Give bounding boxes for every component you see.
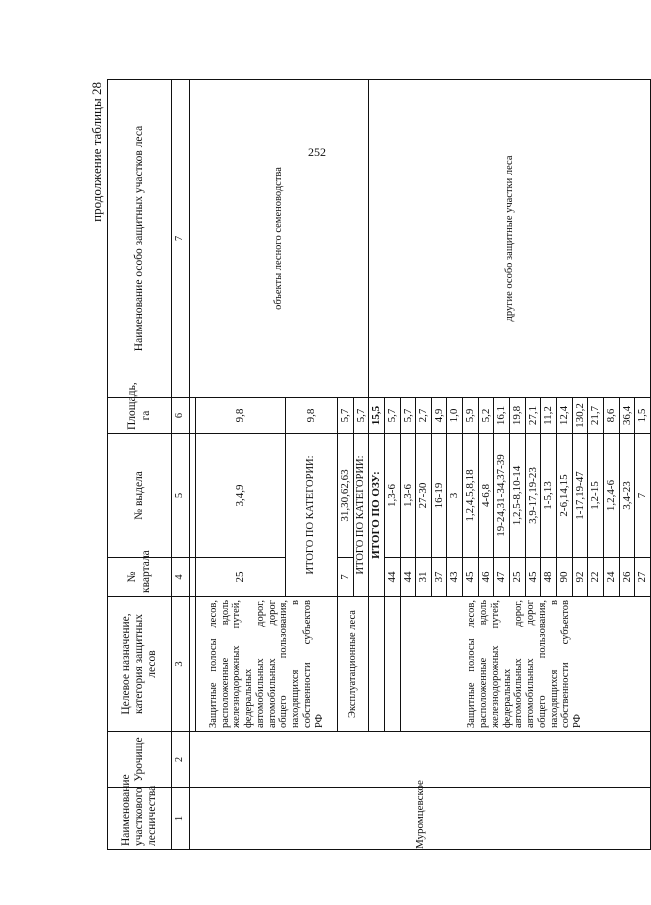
column-number: 1 [172,788,190,850]
vydel-cell: 27-30 [416,434,432,558]
category-operational: Эксплуатационные леса [338,597,369,732]
area-cell: 2,7 [416,398,432,434]
area-cell: 21,7 [588,398,604,434]
vydel-cell: 31,30,62,63 [338,434,354,558]
header-forestry: Наименование участкового лесничества [108,788,172,850]
area-cell: 5,2 [478,398,494,434]
ozu-other-cell [369,80,651,398]
vydel-cell: 1,2-15 [588,434,604,558]
column-number: 5 [172,434,190,558]
area-cell: 5,7 [384,398,400,434]
ozu-total-area: 15,5 [369,398,385,434]
area-cell: 5,7 [400,398,416,434]
vydel-cell: 3,4-23 [619,434,635,558]
vydel-cell: 1,3-6 [400,434,416,558]
vydel-cell: 1-5,13 [541,434,557,558]
area-cell: 12,4 [556,398,572,434]
category-total-label: ИТОГО ПО КАТЕГОРИИ: [353,434,369,597]
kvartal-cell: 22 [588,558,604,597]
kvartal-cell: 47 [494,558,510,597]
kvartal-cell: 25 [196,558,286,597]
header-kvartal: № квартала [108,558,172,597]
area-cell: 5,9 [463,398,479,434]
kvartal-cell: 48 [541,558,557,597]
ozu-total-label: ИТОГО ПО ОЗУ: [369,434,385,597]
category-protective-strips: Защитные полосы лесов, расположенные вдоль железнодорожных путей, федеральных автомобильных дорог, автомобильных дорог общего пользования, находящихся в собственности субъектов РФ [196,597,338,732]
kvartal-cell: 44 [384,558,400,597]
continuation-title: продолжение таблицы 28 [89,82,104,222]
area-cell: 130,2 [572,398,588,434]
vydel-cell: 1,2,5-8,10-14 [510,434,526,558]
ozu-name-seed: объекты лесного семеноводства [273,167,285,310]
vydel-cell: 2-6,14,15 [556,434,572,558]
forestry-name: Муромцевское [413,780,426,849]
area-cell: 16,1 [494,398,510,434]
header-vydel: № выдела [108,434,172,558]
header-area: Площадь, га [108,398,172,434]
vydel-cell: 3,9-17,19-23 [525,434,541,558]
kvartal-cell: 90 [556,558,572,597]
category-total-label: ИТОГО ПО КАТЕГОРИИ: [286,434,338,597]
area-cell: 8,6 [603,398,619,434]
column-number: 3 [172,597,190,732]
area-cell: 19,8 [510,398,526,434]
area-cell: 1,0 [447,398,463,434]
header-ozu-name: Наименование особо защитных участков леса [108,80,172,398]
header-tract: Урочище [108,732,172,788]
purpose-cell [384,597,400,732]
ozu-seed-cell [190,80,369,398]
area-cell: 36,4 [619,398,635,434]
kvartal-cell: 37 [431,558,447,597]
vydel-cell: 3,4,9 [196,434,286,558]
category-total-area: 5,7 [353,398,369,434]
vydel-cell: 16-19 [431,434,447,558]
kvartal-cell: 24 [603,558,619,597]
vydel-cell: 1-17,19-47 [572,434,588,558]
area-cell: 27,1 [525,398,541,434]
category-protective-strips: Защитные полосы лесов, расположенные вдоль железнодорожных путей, федеральных автомобильных дорог, автомобильных дорог общего пользования, находящихся в собственности субъектов РФ [400,597,650,732]
header-purpose: Целевое назначение, категория защитных лесов [108,597,172,732]
column-number: 7 [172,80,190,398]
column-number: 6 [172,398,190,434]
area-cell: 1,5 [635,398,651,434]
kvartal-cell: 43 [447,558,463,597]
kvartal-cell: 26 [619,558,635,597]
kvartal-cell: 45 [463,558,479,597]
protective-forests-table [107,79,651,850]
column-number: 2 [172,732,190,788]
vydel-cell: 4-6,8 [478,434,494,558]
ozu-name-other: другие особо защитные участки леса [503,155,515,322]
kvartal-cell: 44 [400,558,416,597]
area-cell: 4,9 [431,398,447,434]
kvartal-cell: 7 [338,558,354,597]
column-number: 4 [172,558,190,597]
header-row [108,80,172,850]
kvartal-cell: 31 [416,558,432,597]
column-number-row [172,80,190,850]
vydel-cell: 19-24,31-34,37-39 [494,434,510,558]
area-cell: 9,8 [196,398,286,434]
kvartal-cell: 45 [525,558,541,597]
kvartal-cell: 27 [635,558,651,597]
vydel-cell: 7 [635,434,651,558]
kvartal-cell: 25 [510,558,526,597]
kvartal-cell: 46 [478,558,494,597]
kvartal-cell: 92 [572,558,588,597]
vydel-cell: 1,2,4,5,8,18 [463,434,479,558]
vydel-cell: 1,2,4-6 [603,434,619,558]
rotated-table-sheet [87,80,649,850]
vydel-cell: 1,3-6 [384,434,400,558]
area-cell: 11,2 [541,398,557,434]
vydel-cell: 3 [447,434,463,558]
category-total-area: 9,8 [286,398,338,434]
forestry-name-cell [190,780,651,850]
area-cell: 5,7 [338,398,354,434]
page-number: 252 [308,145,326,159]
